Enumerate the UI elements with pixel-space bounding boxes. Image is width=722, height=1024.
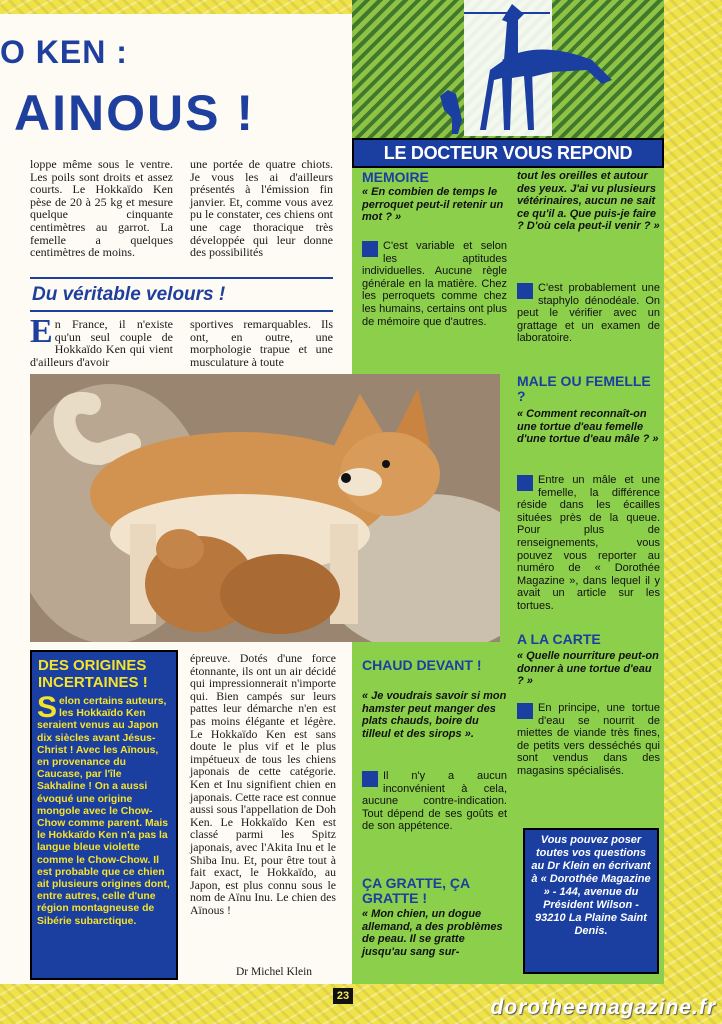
chaud-answer — [362, 770, 507, 833]
origins-title: DES ORIGINES INCERTAINES ! — [38, 657, 148, 691]
memoire-title: MEMOIRE — [362, 169, 429, 185]
doctor-section-header: LE DOCTEUR VOUS REPOND — [352, 138, 664, 168]
answer-marker-icon — [517, 703, 533, 719]
page-number: 23 — [333, 988, 353, 1004]
carte-answer — [517, 702, 660, 778]
site-watermark: dorotheemagazine.fr — [490, 996, 716, 1019]
origins-dropcap: S — [37, 691, 58, 724]
carte-answer-text: En principe, une tortue d'eau se nourrit de miettes de viande très fines, de petits vers desséchés qui sont vendus dans des magasins spécialisés. — [517, 702, 660, 777]
article-subtitle: Du véritable velours ! — [32, 284, 226, 305]
article-col2-mid: sportives remarquables. Ils ont, en outre, une morphologie trapue et une musculature à toute — [190, 317, 333, 369]
subtitle-rule-bottom — [30, 310, 333, 312]
contact-box: Vous pouvez poser toutes vos questions au Dr Klein en écrivant à « Dorothée Magazine » - 144, avenue du Président Wilson - 93210 La Plaine Saint Denis. — [523, 828, 659, 974]
article-col-bottom: épreuve. Dotés d'une force étonnante, ils ont un air décidé qui impressionnerait n'importe qui. Bien campés sur leurs pattes leur démarche n'en est pas moins élégante et légère. Le Hokkaïdo Ken est sans doute le plus vif et le plus impétueux de tous les chiens japonais de cette catégorie. Ken et Inu signifient chien en japonais. Cette race est connue aussi sous l'appellation de Doh Ken. Le Hokkaïdo Ken est classé parmi les Spitz japonais, avec l'Akita Inu et le Shiba Inu. Et, pour être tout à fait exact, le Hokkaïdo, au Japon, est plus connu sous le nom de Aïnu Inu. Le chien des Aïnous ! — [190, 651, 336, 917]
gratte-question-continued: tout les oreilles et autour des yeux. J'ai vu plusieurs vétérinaires, aucun ne sait ce qu'il a. Que puis-je faire ? D'où cela peut-il venir ? » — [517, 170, 660, 233]
article-col2-top: une portée de quatre chiots. Je vous les ai d'ailleurs présentés à l'émission fin janvier. Et, comme vous avez pu le constater, ces chiens ont une cage thoracique très développée qui leur donne des possibilités — [190, 157, 333, 260]
wildlife-illustration — [352, 0, 664, 140]
gratte-title: ÇA GRATTE, ÇA GRATTE ! — [362, 875, 470, 906]
answer-marker-icon — [517, 283, 533, 299]
memoire-answer — [362, 240, 507, 328]
origins-body: elon certains auteurs, les Hokkaïdo Ken seraient venus au Japon dix siècles avant Jésus-Christ ! Avec les Aïnous, en provenance du Caucase, par l'île Sakhaline ! On a aussi évoqué une origine mongole avec le Chow-Chow comme parent. Mais le Hokkaïdo Ken n'a pas la langue bleue violette comme le Chow-Chow. Il est probable que ce chien ait plusieurs origines dont, entre autres, celle d'une région montagneuse de Sibérie subarctique. — [37, 696, 170, 927]
author-signature: Dr Michel Klein — [236, 966, 313, 978]
carte-question: « Quelle nourriture peut-on donner à une tortue d'eau ? » — [517, 650, 659, 688]
gratte-question: « Mon chien, un dogue allemand, a des problèmes de peau. Il se gratte jusqu'au sang sur- — [362, 908, 503, 958]
dog-and-puppies-image — [30, 374, 500, 642]
dropcap: E — [30, 313, 53, 350]
male-answer — [517, 474, 660, 613]
dog-photo — [30, 374, 500, 642]
gratte-answer — [517, 282, 660, 345]
subtitle-rule-top — [30, 277, 333, 279]
carte-title: A LA CARTE — [517, 631, 601, 647]
origins-box — [30, 650, 178, 980]
chaud-title: CHAUD DEVANT ! — [362, 657, 482, 673]
article-col1-top: loppe même sous le ventre. Les poils sont droits et assez courts. Le Hokkaïdo Ken pèse de 20 à 25 kg et mesure quelque cinquante centimètres au garrot. La femelle a quelques centimètres de moins. — [30, 157, 173, 260]
answer-marker-icon — [517, 475, 533, 491]
male-answer-text: Entre un mâle et une femelle, la différence réside dans les écailles situées près de la queue. Pour plus de renseignements, vous pouvez vous reporter au numéro de « Dorothée Magazine », dans lequel il y avait un article sur les tortues. — [517, 474, 660, 612]
chaud-question: « Je voudrais savoir si mon hamster peut manger des plats chauds, boire du tilleul et des sirops ». — [362, 690, 507, 740]
answer-marker-icon — [362, 241, 378, 257]
male-title: MALE OU FEMELLE ? — [517, 373, 651, 404]
striped-header-background — [352, 0, 664, 150]
article-col1-mid — [30, 313, 173, 369]
gratte-answer-text: C'est probablement une staphylo dénodéale. On peut le vérifier avec un grattage et un examen de laboratoire. — [517, 282, 660, 345]
answer-marker-icon — [362, 771, 378, 787]
chaud-answer-text: Il n'y a aucun inconvénient à cela, aucune contre-indication. Tout dépend de ses goûts et de son appétence. — [362, 770, 507, 833]
memoire-question: « En combien de temps le perroquet peut-il retenir un mot ? » — [362, 186, 504, 224]
headline-top: O KEN : — [0, 34, 128, 70]
origins-text — [32, 693, 176, 931]
memoire-answer-text: C'est variable et selon les aptitudes individuelles. Aucune règle générale en la matière. Chez les perroquets comme chez les humains, certains ont plus de mémoire que d'autres. — [362, 240, 507, 328]
male-question: « Comment reconnaît-on une tortue d'eau femelle d'une tortue d'eau mâle ? » — [517, 408, 659, 446]
paragraph-text: n France, il n'existe qu'un seul couple de Hokkaïdo Ken qui vient d'ailleurs d'avoir — [30, 317, 173, 369]
headline-main: AINOUS ! — [14, 85, 255, 141]
